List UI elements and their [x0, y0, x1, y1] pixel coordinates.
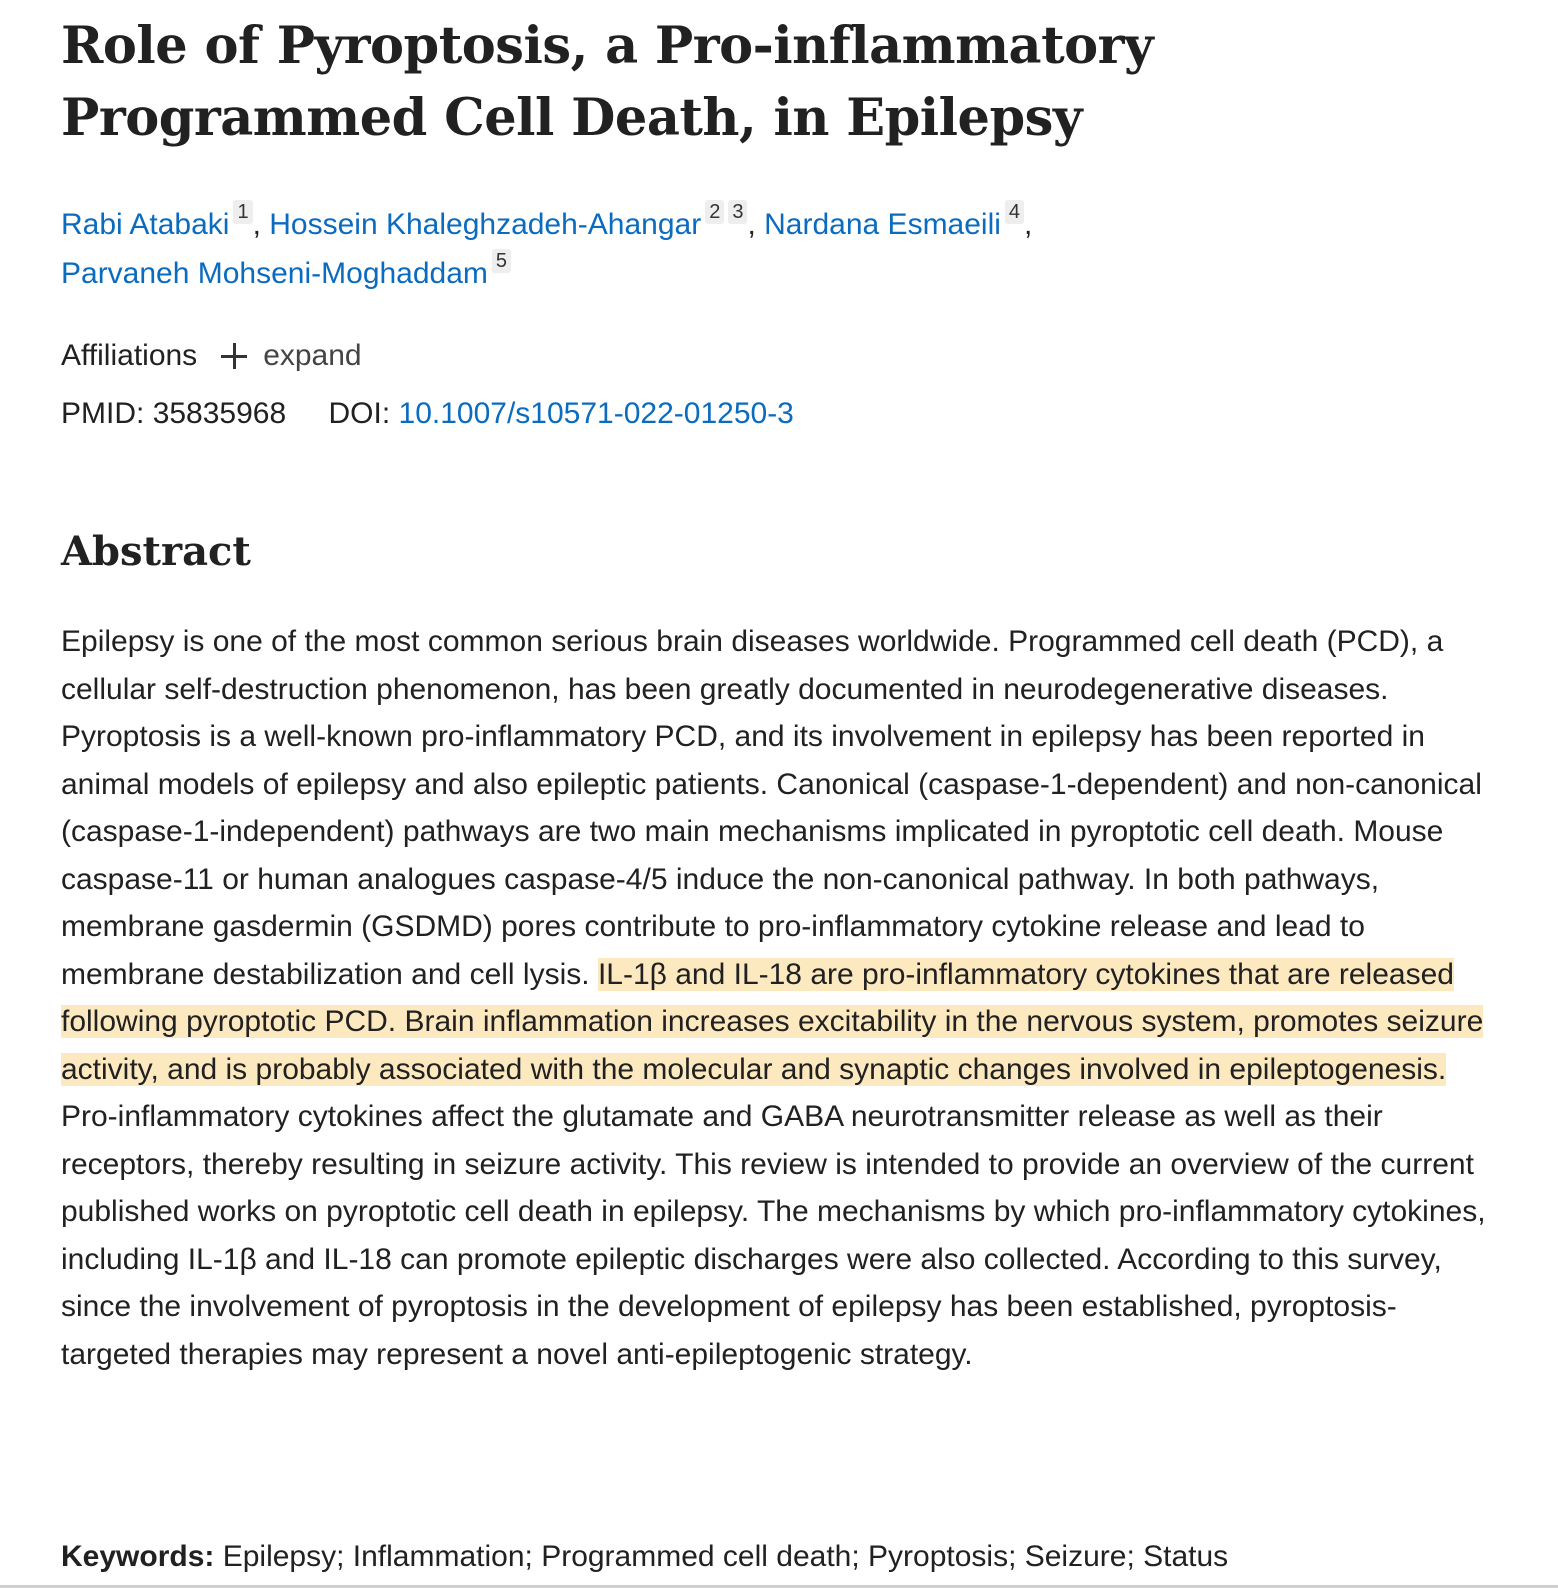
- affiliation-ref[interactable]: 4: [1005, 200, 1024, 224]
- expand-label: expand: [263, 339, 362, 372]
- author-link[interactable]: Rabi Atabaki: [61, 208, 230, 241]
- doi-label: DOI:: [328, 397, 391, 430]
- author-link[interactable]: Nardana Esmaeili: [764, 208, 1001, 241]
- abstract-text-before: Epilepsy is one of the most common serious brain diseases worldwide. Programmed cell death (PCD), a cellular self-destruction phenomenon, has been greatly documented in neurodegenerative diseases. Pyroptosis is a well-known pro-inflammatory PCD, and its involvement in epilepsy has been reported in animal models of epilepsy and also epileptic patients. Canonical (caspase-1-dependent) and non-canonical (caspase-1-independent) pathways are two main mechanisms implicated in pyroptotic cell death. Mouse caspase-11 or human analogues caspase-4/5 induce the non-canonical pathway. In both pathways, membrane gasdermin (GSDMD) pores contribute to pro-inflammatory cytokine release and lead to membrane destabilization and cell lysis.: [61, 625, 1482, 991]
- article-page: [61, 0, 1491, 1408]
- affiliations-row: [61, 336, 1491, 376]
- affiliation-ref[interactable]: 1: [233, 200, 252, 224]
- author-link[interactable]: Parvaneh Mohseni-Moghaddam: [61, 257, 488, 290]
- keywords-text: Epilepsy; Inflammation; Programmed cell death; Pyroptosis; Seizure; Status: [222, 1540, 1229, 1573]
- author-separator: ,: [747, 208, 765, 241]
- keywords: [61, 1533, 1228, 1581]
- plus-icon: [221, 343, 247, 369]
- identifiers: [61, 394, 1491, 434]
- pmid-label: PMID:: [61, 397, 145, 430]
- author-link[interactable]: Hossein Khaleghzadeh-Ahangar: [269, 208, 702, 241]
- author-separator: ,: [252, 208, 270, 241]
- author-list: [61, 200, 1241, 298]
- affiliations-label: Affiliations: [61, 339, 198, 372]
- pmid-value: 35835968: [152, 397, 287, 430]
- affiliation-ref[interactable]: 5: [492, 249, 511, 273]
- abstract-text-after: Pro-inflammatory cytokines affect the glutamate and GABA neurotransmitter release as well as their receptors, thereby resulting in seizure activity. This review is intended to provide an overview of the current published works on pyroptotic cell death in epilepsy. The mechanisms by which pro-inflammatory cytokines, including IL-1β and IL-18 can promote epileptic discharges were also collected. According to this survey, since the involvement of pyroptosis in the development of epilepsy has been established, pyroptosis-targeted therapies may represent a novel anti-epileptogenic strategy.: [61, 1100, 1486, 1371]
- affiliation-ref[interactable]: 2: [705, 200, 724, 224]
- abstract-highlighted-text: IL-1β and IL-18 are pro-inflammatory cytokines that are released following pyroptotic PCD. Brain inflammation increases excitability in the nervous system, promotes seizure activity, and is probably associated with the molecular and synaptic changes involved in epileptogenesis.: [61, 957, 1484, 1086]
- affiliations-expand-button[interactable]: [221, 336, 361, 376]
- author-separator: ,: [1024, 208, 1033, 241]
- abstract-text: [61, 618, 1491, 1378]
- doi-link[interactable]: 10.1007/s10571-022-01250-3: [398, 397, 794, 430]
- article-title: Role of Pyroptosis, a Pro-inflammatory Programmed Cell Death, in Epilepsy: [61, 16, 1154, 148]
- keywords-label: Keywords:: [61, 1540, 215, 1573]
- affiliation-ref[interactable]: 3: [728, 200, 747, 224]
- abstract-heading: Abstract: [61, 528, 251, 575]
